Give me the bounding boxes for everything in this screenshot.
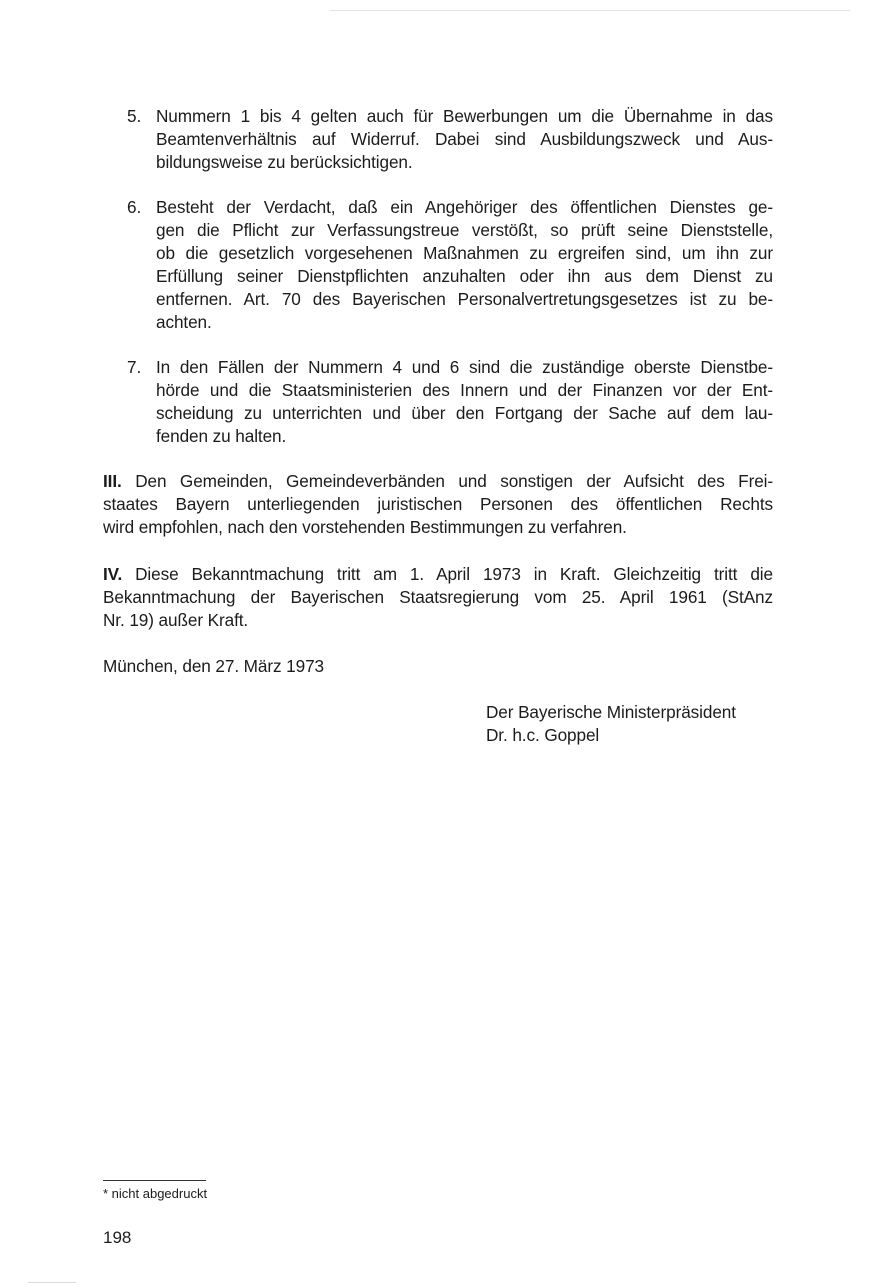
section-roman-numeral: IV. — [103, 564, 123, 584]
footnote-rule — [103, 1180, 206, 1181]
text-line: ob die gesetzlich vorgesehenen Maßnahmen zu ergreifen sind, um ihn zur — [156, 243, 773, 263]
text-line — [103, 470, 773, 493]
signature-title: Der Bayerische Ministerpräsident — [486, 702, 736, 722]
text-line: Beamtenverhältnis auf Widerruf. Dabei sind Ausbildungszweck und Aus- — [156, 129, 773, 149]
page-number: 198 — [103, 1228, 132, 1247]
text-line: In den Fällen der Nummern 4 und 6 sind die zuständige oberste Dienstbe- — [156, 357, 773, 377]
text-line-content: Diese Bekanntmachung tritt am 1. April 1973 in Kraft. Gleichzeitig tritt die — [135, 564, 773, 584]
text-line: gen die Pflicht zur Verfassungstreue verstößt, so prüft seine Dienststelle, — [156, 220, 773, 240]
footnote: * nicht abgedruckt — [103, 1186, 208, 1201]
scan-edge-bottom — [28, 1282, 76, 1283]
list-item-number: 7. — [127, 357, 142, 377]
section-iv — [103, 563, 773, 632]
text-line: scheidung zu unterrichten und über den Fortgang der Sache auf dem lau- — [156, 403, 773, 423]
text-line: Nr. 19) außer Kraft. — [103, 610, 249, 630]
list-item-text — [156, 196, 773, 334]
text-line: Bekanntmachung der Bayerischen Staatsregierung vom 25. April 1961 (StAnz — [103, 587, 773, 607]
list-item-text — [156, 356, 773, 448]
section-roman-numeral: III. — [103, 471, 122, 491]
text-line: Nummern 1 bis 4 gelten auch für Bewerbungen um die Übernahme in das — [156, 106, 773, 126]
text-line — [103, 563, 773, 586]
text-line: fenden zu halten. — [156, 426, 287, 446]
text-line: wird empfohlen, nach den vorstehenden Bestimmungen zu verfahren. — [103, 517, 627, 537]
text-line: staates Bayern unterliegenden juristischen Personen des öffentlichen Rechts — [103, 494, 773, 514]
text-line: hörde und die Staatsministerien des Innern und der Finanzen vor der Ent- — [156, 380, 773, 400]
signature-name: Dr. h.c. Goppel — [486, 725, 600, 745]
scan-edge-top — [330, 10, 850, 11]
text-line-content: Den Gemeinden, Gemeindeverbänden und sonstigen der Aufsicht des Frei- — [135, 471, 774, 491]
list-item-number: 5. — [127, 106, 142, 126]
section-iii — [103, 470, 773, 539]
list-item-text — [156, 105, 773, 174]
text-line: achten. — [156, 312, 212, 332]
text-line: Besteht der Verdacht, daß ein Angehöriger des öffentlichen Dienstes ge- — [156, 197, 773, 217]
text-line: entfernen. Art. 70 des Bayerischen Personalvertretungsgesetzes ist zu be- — [156, 289, 773, 309]
place-date: München, den 27. März 1973 — [103, 656, 324, 676]
text-line: bildungsweise zu berücksichtigen. — [156, 152, 413, 172]
signature-block — [486, 701, 786, 747]
text-line: Erfüllung seiner Dienstpflichten anzuhalten oder ihn aus dem Dienst zu — [156, 266, 773, 286]
list-item-number: 6. — [127, 197, 142, 217]
